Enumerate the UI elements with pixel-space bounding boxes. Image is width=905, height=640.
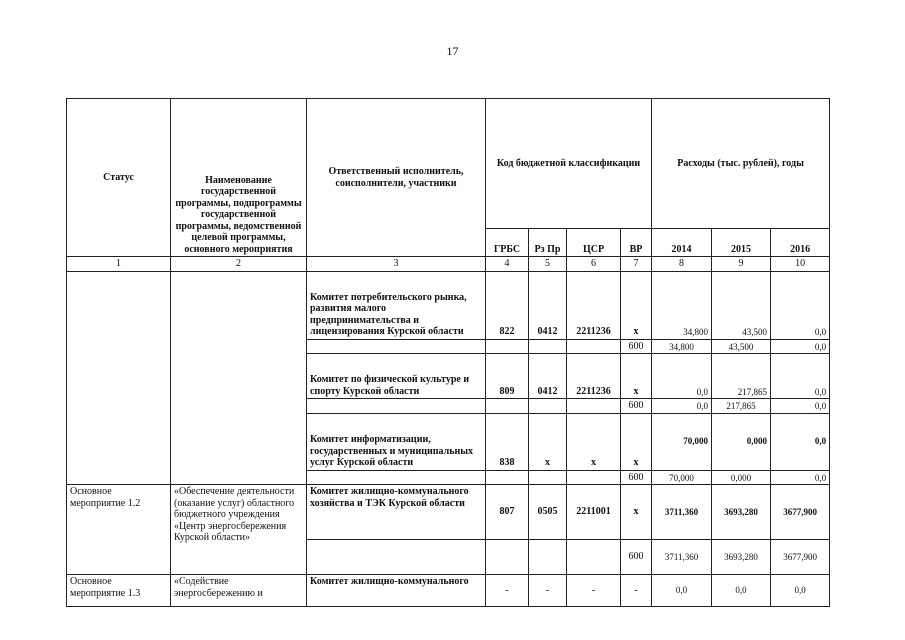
y2016-cell: 3677,900 bbox=[771, 485, 830, 540]
executor-cell bbox=[307, 339, 486, 354]
vr-cell: 600 bbox=[621, 540, 652, 575]
y2015-cell: 3693,280 bbox=[712, 540, 771, 575]
header-status: Статус bbox=[67, 99, 171, 257]
header-year-2014: 2014 bbox=[652, 229, 712, 257]
rzpr-cell: х bbox=[529, 413, 567, 470]
vr-cell: х bbox=[621, 271, 652, 339]
y2015-cell: 43,500 bbox=[712, 271, 771, 339]
col-number: 4 bbox=[486, 257, 529, 272]
budget-table bbox=[66, 98, 830, 607]
y2016-cell: 0,0 bbox=[771, 575, 830, 607]
executor-cell bbox=[307, 399, 486, 414]
rzpr-cell: 0412 bbox=[529, 354, 567, 399]
col-number: 3 bbox=[307, 257, 486, 272]
vr-cell: 600 bbox=[621, 339, 652, 354]
rzpr-cell bbox=[529, 339, 567, 354]
y2014-cell: 70,000 bbox=[652, 470, 712, 485]
y2014-cell: 3711,360 bbox=[652, 540, 712, 575]
header-csr: ЦСР bbox=[567, 229, 621, 257]
y2014-cell: 34,800 bbox=[652, 339, 712, 354]
y2015-cell: 217,865 bbox=[712, 399, 771, 414]
page-number: 17 bbox=[446, 44, 459, 58]
col-number: 6 bbox=[567, 257, 621, 272]
status-cell: Основное мероприятие 1.2 bbox=[67, 485, 171, 575]
col-number: 9 bbox=[712, 257, 771, 272]
csr-cell: 2211236 bbox=[567, 354, 621, 399]
rzpr-cell: 0505 bbox=[529, 485, 567, 540]
rzpr-cell bbox=[529, 540, 567, 575]
grbs-cell: 807 bbox=[486, 485, 529, 540]
table-row bbox=[67, 271, 830, 339]
grbs-cell bbox=[486, 399, 529, 414]
y2015-cell: 0,0 bbox=[712, 575, 771, 607]
col-number: 7 bbox=[621, 257, 652, 272]
grbs-cell bbox=[486, 540, 529, 575]
vr-cell: - bbox=[621, 575, 652, 607]
status-cell: Основное мероприятие 1.3 bbox=[67, 575, 171, 607]
csr-cell bbox=[567, 339, 621, 354]
csr-cell: - bbox=[567, 575, 621, 607]
y2015-cell: 43,500 bbox=[712, 339, 771, 354]
y2016-cell: 0,0 bbox=[771, 354, 830, 399]
executor-cell: Комитет информатизации, государственных и муниципальных услуг Курской области bbox=[307, 413, 486, 470]
executor-cell: Комитет потребительского рынка, развития малого предпринимательства и лицензирования Курской области bbox=[307, 271, 486, 339]
header-vr: ВР bbox=[621, 229, 652, 257]
rzpr-cell bbox=[529, 470, 567, 485]
grbs-cell bbox=[486, 339, 529, 354]
vr-cell: х bbox=[621, 354, 652, 399]
table-row bbox=[67, 485, 830, 540]
executor-cell: Комитет по физической культуре и спорту Курской области bbox=[307, 354, 486, 399]
executor-cell: Комитет жилищно-коммунального хозяйства и ТЭК Курской области bbox=[307, 485, 486, 540]
col-number: 10 bbox=[771, 257, 830, 272]
table-row bbox=[67, 575, 830, 607]
grbs-cell bbox=[486, 470, 529, 485]
y2015-cell: 217,865 bbox=[712, 354, 771, 399]
program-name-cell: «Содействие энергосбережению и bbox=[171, 575, 307, 607]
header-year-2016: 2016 bbox=[771, 229, 830, 257]
col-number: 2 bbox=[171, 257, 307, 272]
vr-cell: 600 bbox=[621, 470, 652, 485]
rzpr-cell: 0412 bbox=[529, 271, 567, 339]
y2014-cell: 3711,360 bbox=[652, 485, 712, 540]
y2016-cell: 0,0 bbox=[771, 339, 830, 354]
csr-cell bbox=[567, 540, 621, 575]
col-number: 1 bbox=[67, 257, 171, 272]
program-name-cell bbox=[171, 271, 307, 485]
executor-cell: Комитет жилищно-коммунального bbox=[307, 575, 486, 607]
header-budget-code: Код бюджетной классификации bbox=[486, 99, 652, 229]
header-year-2015: 2015 bbox=[712, 229, 771, 257]
y2014-cell: 0,0 bbox=[652, 399, 712, 414]
vr-cell: х bbox=[621, 413, 652, 470]
header-responsible: Ответственный исполнитель, соисполнители, участники bbox=[307, 99, 486, 257]
y2014-cell: 70,000 bbox=[652, 413, 712, 470]
y2016-cell: 0,0 bbox=[771, 271, 830, 339]
rzpr-cell: - bbox=[529, 575, 567, 607]
y2016-cell: 0,0 bbox=[771, 470, 830, 485]
column-number-row bbox=[67, 257, 830, 272]
col-number: 8 bbox=[652, 257, 712, 272]
csr-cell bbox=[567, 399, 621, 414]
csr-cell: 2211236 bbox=[567, 271, 621, 339]
rzpr-cell bbox=[529, 399, 567, 414]
executor-cell bbox=[307, 470, 486, 485]
grbs-cell: 822 bbox=[486, 271, 529, 339]
header-grbs: ГРБС bbox=[486, 229, 529, 257]
col-number: 5 bbox=[529, 257, 567, 272]
csr-cell bbox=[567, 470, 621, 485]
y2016-cell: 0,0 bbox=[771, 413, 830, 470]
grbs-cell: 838 bbox=[486, 413, 529, 470]
csr-cell: х bbox=[567, 413, 621, 470]
vr-cell: х bbox=[621, 485, 652, 540]
header-rzpr: Рз Пр bbox=[529, 229, 567, 257]
y2014-cell: 34,800 bbox=[652, 271, 712, 339]
grbs-cell: - bbox=[486, 575, 529, 607]
header-program-name: Наименование государственной программы, подпрограммы государственной программы, ведомственной целевой программы, основного мероприятия bbox=[171, 99, 307, 257]
csr-cell: 2211001 bbox=[567, 485, 621, 540]
y2016-cell: 3677,900 bbox=[771, 540, 830, 575]
y2015-cell: 0,000 bbox=[712, 470, 771, 485]
vr-cell: 600 bbox=[621, 399, 652, 414]
grbs-cell: 809 bbox=[486, 354, 529, 399]
y2014-cell: 0,0 bbox=[652, 354, 712, 399]
y2015-cell: 0,000 bbox=[712, 413, 771, 470]
y2014-cell: 0,0 bbox=[652, 575, 712, 607]
header-expenses: Расходы (тыс. рублей), годы bbox=[652, 99, 830, 229]
y2015-cell: 3693,280 bbox=[712, 485, 771, 540]
program-name-cell: «Обеспечение деятельности (оказание услуг) областного бюджетного учреждения «Центр энергосбережения Курской области» bbox=[171, 485, 307, 575]
y2016-cell: 0,0 bbox=[771, 399, 830, 414]
status-cell bbox=[67, 271, 171, 485]
executor-cell bbox=[307, 540, 486, 575]
